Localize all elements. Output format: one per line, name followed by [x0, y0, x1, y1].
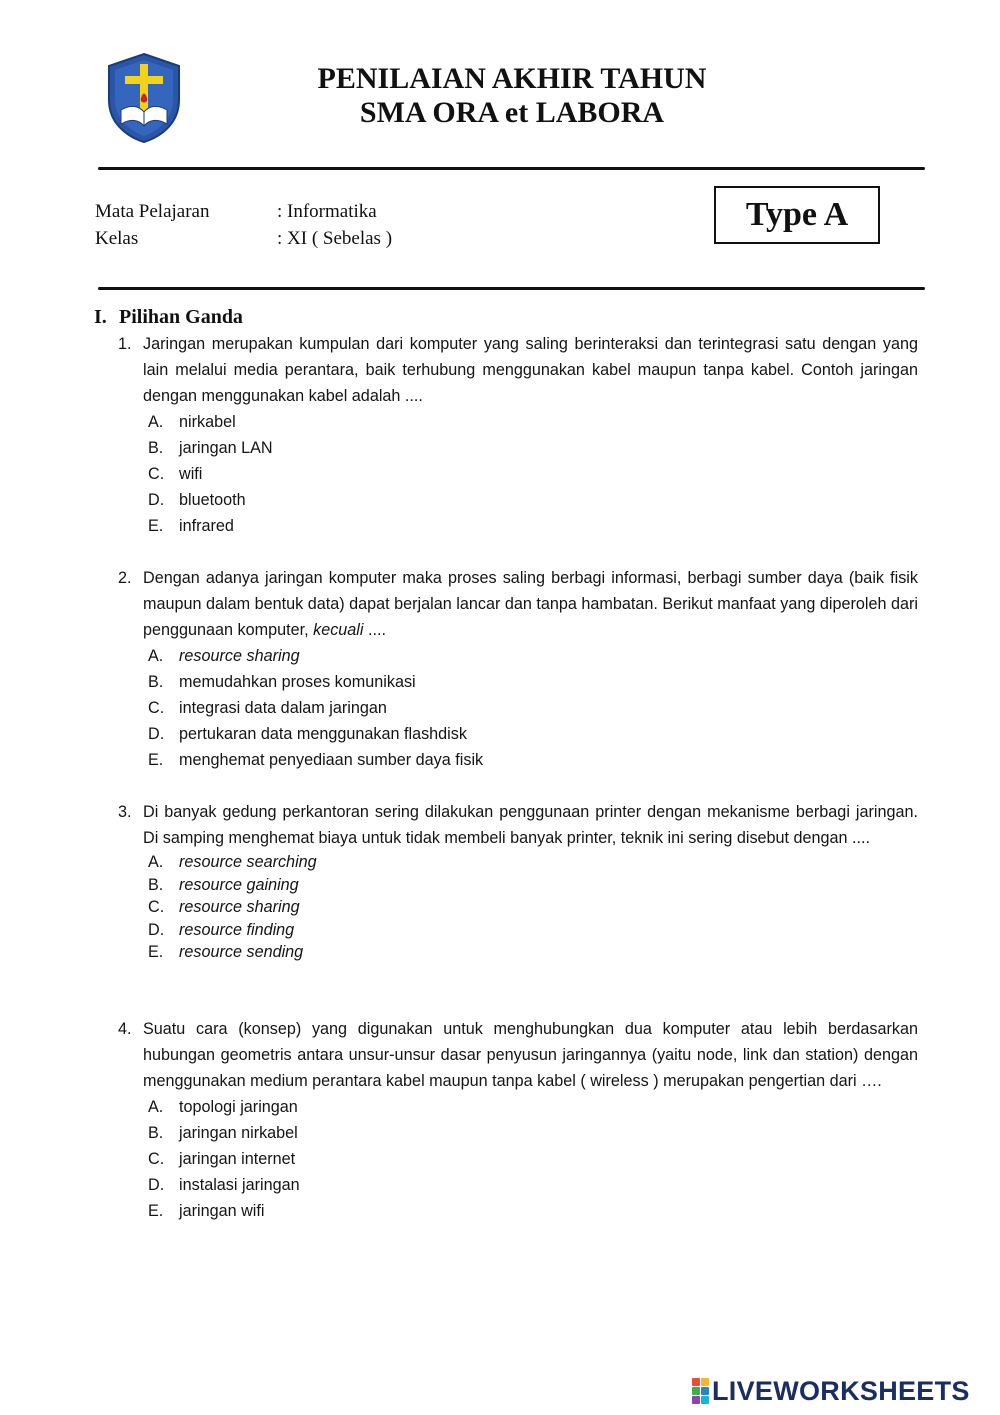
brand-tile [692, 1387, 700, 1395]
question-3 [118, 799, 918, 964]
option-list [118, 1094, 918, 1224]
option-d[interactable] [118, 919, 918, 942]
option-text: resource finding [179, 920, 295, 939]
option-text: pertukaran data menggunakan flashdisk [179, 725, 467, 743]
brand-wordmark: LIVEWORKSHEETS [712, 1375, 970, 1406]
section-number: I. [94, 306, 107, 328]
question-text: Jaringan merupakan kumpulan dari komputer yang saling berinteraksi dan terintegrasi satu dengan yang lain melalui media perantara, baik terhubung menggunakan kabel maupun tanpa kabel. Contoh jaringan dengan menggunakan kabel adalah .... [143, 335, 918, 405]
title-line-2: SMA ORA et LABORA [359, 96, 665, 129]
question-stem [118, 331, 918, 409]
option-c[interactable] [118, 896, 918, 919]
section-heading [94, 306, 243, 329]
option-a[interactable] [118, 409, 918, 435]
option-letter: B. [148, 673, 164, 691]
option-text: integrasi data dalam jaringan [179, 699, 387, 717]
option-b[interactable] [118, 669, 918, 695]
question-text-italic: kecuali [313, 621, 364, 639]
brand-tiles-icon [692, 1378, 709, 1404]
option-list [118, 409, 918, 539]
question-stem [118, 1016, 918, 1094]
option-c[interactable] [118, 461, 918, 487]
question-2 [118, 565, 918, 773]
subject-value: : Informatika [277, 201, 377, 222]
class-label: Kelas [95, 228, 139, 249]
option-b[interactable] [118, 1120, 918, 1146]
option-text: wifi [179, 465, 203, 483]
option-letter: A. [148, 647, 164, 665]
option-letter: C. [148, 898, 165, 916]
option-text: memudahkan proses komunikasi [179, 673, 416, 691]
option-text: topologi jaringan [179, 1098, 298, 1116]
option-letter: A. [148, 413, 164, 431]
page-title [262, 62, 762, 130]
option-d[interactable] [118, 1172, 918, 1198]
option-letter: D. [148, 491, 165, 509]
option-letter: A. [148, 1098, 164, 1116]
option-b[interactable] [118, 435, 918, 461]
brand-tile [701, 1378, 709, 1386]
divider-top [98, 167, 925, 170]
option-letter: B. [148, 439, 164, 457]
subject-row [95, 199, 377, 225]
option-e[interactable] [118, 747, 918, 773]
school-crest-icon [105, 52, 183, 144]
brand-tile [692, 1378, 700, 1386]
type-box: Type A [714, 186, 880, 244]
option-text: instalasi jaringan [179, 1176, 300, 1194]
option-e[interactable] [118, 1198, 918, 1224]
option-letter: E. [148, 943, 164, 961]
question-stem [118, 565, 918, 643]
school-logo [105, 52, 183, 144]
option-text: jaringan internet [179, 1150, 296, 1168]
section-title: Pilihan Ganda [119, 306, 243, 328]
option-letter: C. [148, 699, 165, 717]
option-letter: D. [148, 920, 165, 939]
option-list [118, 643, 918, 773]
option-text: resource sharing [179, 898, 300, 916]
option-letter: C. [148, 465, 165, 483]
option-d[interactable] [118, 487, 918, 513]
option-list [118, 851, 918, 964]
brand-tile [692, 1396, 700, 1404]
option-letter: C. [148, 1150, 165, 1168]
option-letter: B. [148, 1124, 164, 1142]
question-number: 2. [118, 569, 132, 587]
subject-label: Mata Pelajaran [95, 201, 210, 222]
option-letter: E. [148, 1202, 164, 1220]
option-letter: B. [148, 875, 164, 894]
brand-tile [701, 1396, 709, 1404]
class-row [95, 226, 392, 252]
divider-bottom [98, 287, 925, 290]
question-stem [118, 799, 918, 851]
brand-tile [701, 1387, 709, 1395]
option-letter: D. [148, 725, 165, 743]
question-number: 4. [118, 1020, 132, 1038]
question-text: Dengan adanya jaringan komputer maka proses saling berbagi informasi, berbagi sumber daya (baik fisik maupun dalam bentuk data) dapat berjalan lancar dan tanpa hambatan. Berikut manfaat yang diperoleh dari penggunaan komputer, [143, 569, 918, 639]
option-text: jaringan wifi [179, 1202, 265, 1220]
question-text-end: .... [363, 621, 386, 639]
option-e[interactable] [118, 513, 918, 539]
option-text: jaringan nirkabel [179, 1124, 298, 1142]
option-text: menghemat penyediaan sumber daya fisik [179, 751, 484, 769]
option-text: resource sending [179, 943, 304, 961]
option-text: resource searching [179, 853, 317, 871]
title-line-1: PENILAIAN AKHIR TAHUN [317, 62, 707, 95]
option-letter: D. [148, 1176, 165, 1194]
option-letter: A. [148, 853, 164, 871]
option-text: infrared [179, 517, 234, 535]
option-c[interactable] [118, 1146, 918, 1172]
liveworksheets-brand [692, 1377, 970, 1405]
question-number: 1. [118, 335, 132, 353]
question-1 [118, 331, 918, 539]
option-letter: E. [148, 751, 164, 769]
class-value: : XI ( Sebelas ) [277, 228, 393, 249]
option-text: bluetooth [179, 491, 246, 509]
option-b[interactable] [118, 874, 918, 897]
option-a[interactable] [118, 851, 918, 874]
option-d[interactable] [118, 721, 918, 747]
option-a[interactable] [118, 1094, 918, 1120]
question-4 [118, 1016, 918, 1224]
option-text: resource gaining [179, 875, 299, 894]
question-number: 3. [118, 803, 132, 821]
option-a[interactable] [118, 643, 918, 669]
option-text: resource sharing [179, 647, 300, 665]
question-text: Suatu cara (konsep) yang digunakan untuk menghubungkan dua komputer atau lebih berdasarkan hubungan geometris antara unsur-unsur dasar penyusun jaringannya (yaitu node, link dan station) dengan menggunakan medium perantara kabel maupun tanpa kabel ( wireless ) merupakan pengertian dari …. [143, 1020, 918, 1090]
option-e[interactable] [118, 941, 918, 964]
question-text: Di banyak gedung perkantoran sering dilakukan penggunaan printer dengan mekanisme berbagi jaringan. Di samping menghemat biaya untuk tidak membeli banyak printer, teknik ini sering disebut dengan .... [143, 803, 918, 847]
option-text: nirkabel [179, 413, 236, 431]
option-letter: E. [148, 517, 164, 535]
option-c[interactable] [118, 695, 918, 721]
option-text: jaringan LAN [179, 439, 273, 457]
